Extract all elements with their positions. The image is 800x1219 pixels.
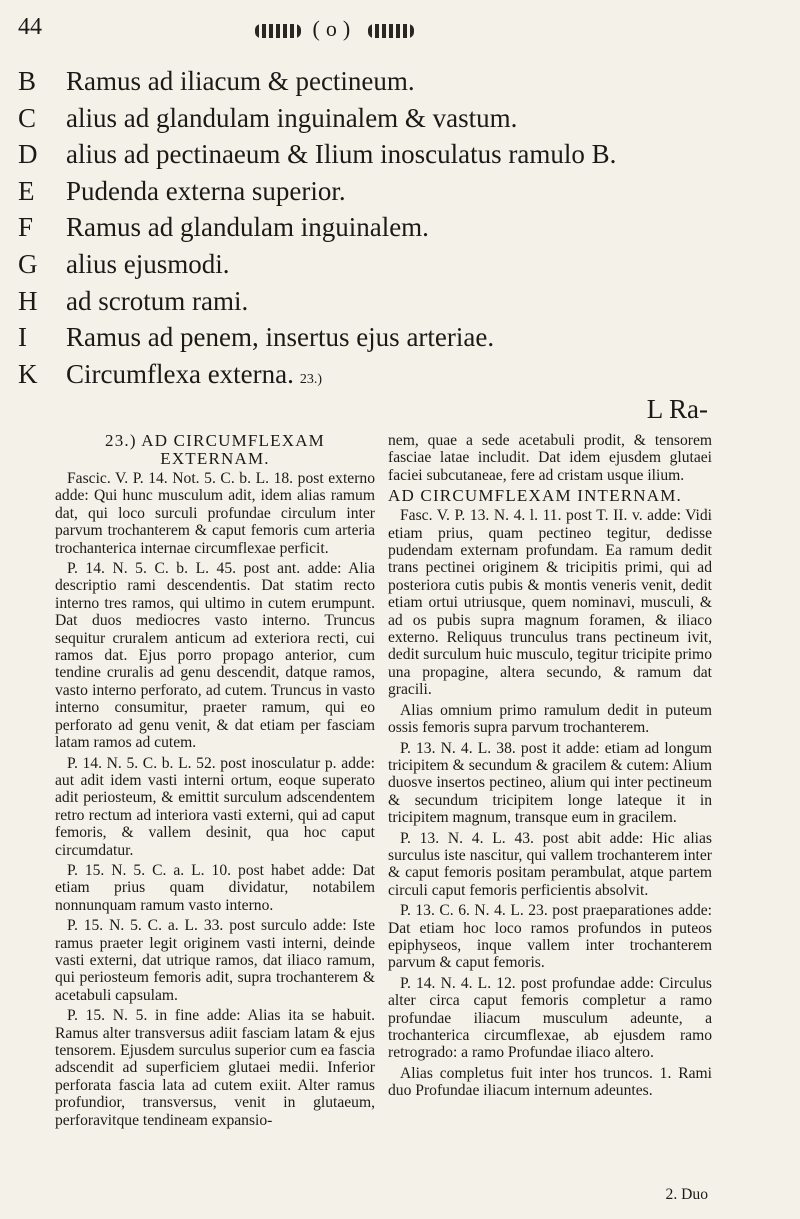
legend-text: alius ejusmodi. (66, 248, 230, 279)
legend-row (18, 212, 778, 249)
legend-text: ad scrotum rami. (66, 285, 249, 316)
legend-row (18, 322, 778, 359)
legend-text: Circumflexa externa. (66, 358, 294, 389)
paragraph: Alias omnium primo ramulum dedit in puteum ossis femoris supra parvum trochanterem. (388, 701, 712, 737)
legend-letter: I (18, 322, 27, 353)
right-heading: AD CIRCUMFLEXAM INTERNAM. (388, 486, 682, 506)
legend-letter: E (18, 175, 35, 206)
legend-row (18, 359, 778, 396)
legend-text: alius ad glandulam inguinalem & vastum. (66, 102, 518, 133)
paragraph: P. 14. N. 4. L. 12. post profundae adde: Circulus alter circa caput femoris completur a ramo profundae iliacum musculum adeunte, a trochanterica circumflexae, ab ejusdem ramo retrogrado: a ramo Profundae iliaco altero. (388, 974, 712, 1062)
legend-row (18, 249, 778, 286)
figure-legend (18, 66, 778, 395)
legend-letter: C (18, 102, 37, 133)
right-column (388, 432, 712, 1103)
page-number: 44 (18, 14, 42, 40)
ornament-left-icon (255, 24, 301, 38)
paragraph: Fascic. V. P. 14. Not. 5. C. b. L. 18. post externo adde: Qui hunc musculum adit, idem alias ramum dat, qui loco surculi profundae circulum inter parvum trochanterem & caput femoris cum arteria trochanterica internae circumflexae perficit. (55, 470, 375, 557)
paragraph: P. 15. N. 5. C. a. L. 33. post surculo adde: Iste ramus praeter legit originem vasti interni, deinde vasti externi, dat utrique ramos, dat iliaco ramum, qui periosteum femoris adit, supra trochanterem & acetabuli capsulam. (55, 917, 375, 1004)
paragraph: P. 14. N. 5. C. b. L. 52. post inosculatur p. adde: aut adit idem vasti interni ortum, eoque superato adit periosteum, & emittit surculum adscendentem retro rectum ad interiora vasti externi, qui ad caput femoris, & vallem desinit, qua hoc caput circumdatur. (55, 754, 375, 859)
header-text: (o) (312, 16, 357, 41)
paragraph: P. 15. N. 5. in fine adde: Alias ita se habuit. Ramus alter transversus adiit fasciam latam & ejus tensorem. Ejusdem surculus superior cum ea fascia adscendit ad superficiem glutaei medii. Inferior perforata fascia lata ad cutem exiit. Alter ramus profundior, transversus, venit in glutaeum, perforavitque tendineam expansio- (55, 1007, 375, 1129)
legend-row (18, 286, 778, 323)
paragraph: nem, quae a sede acetabuli prodit, & tensorem fasciae latae includit. Dat idem ejusdem glutaei faciei subcutaneae, fere ad cristam usque ilium. (388, 432, 712, 484)
paragraph: P. 13. N. 4. L. 43. post abit adde: Hic alias surculus iste nascitur, qui vallem trochanterem inter & caput femoris positam perambulat, atque partem circuli caput femoris perficientis absolvit. (388, 829, 712, 899)
legend-text: alius ad pectinaeum & Ilium inosculatus ramulo B. (66, 139, 617, 170)
legend-letter: K (18, 358, 38, 389)
footnote-ref: 23.) (299, 371, 323, 387)
paragraph: Alias completus fuit inter hos truncos. 1. Rami duo Profundae iliacum internum adeuntes. (388, 1064, 712, 1100)
ornament-right-icon (368, 24, 414, 38)
paragraph: P. 13. C. 6. N. 4. L. 23. post praeparationes adde: Dat etiam hoc loco ramos profundos in puteos epiphyseos, inque vallem inter trochanterem parvum & caput femoris. (388, 902, 712, 972)
running-header (255, 16, 414, 42)
legend-letter: F (18, 212, 34, 243)
left-heading: 23.) AD CIRCUMFLEXAM EXTERNAM. (105, 431, 325, 468)
legend-text: Ramus ad iliacum & pectineum. (66, 66, 415, 96)
legend-row (18, 66, 778, 103)
legend-letter: D (18, 139, 38, 170)
legend-text: Pudenda externa superior. (66, 175, 346, 206)
catchword-bottom: 2. Duo (665, 1186, 708, 1203)
paragraph: Fasc. V. P. 13. N. 4. l. 11. post T. II. v. adde: Vidi etiam prius, quam pectineo tegitur, dedisse pudendam externam profundam. Ea ramum dedit trans pectinei originem & tricipitis primi, qui ad posteriora cutis pubis & montis veneris venit, dedit etiam ortui utriusque, quem nominavi, musculi, & ad os pubis supra magnum foramen, & iliaco externo. Reliquus trunculus trans pectineum ivit, dedit surculum huic musculo, tegitur tricipite primo una propagine, altera secundo, & ramum dat gracili. (388, 507, 712, 699)
catchword-top: L Ra- (646, 394, 708, 424)
legend-row (18, 176, 778, 213)
legend-text: Ramus ad penem, insertus ejus arteriae. (66, 322, 495, 353)
paragraph: P. 14. N. 5. C. b. L. 45. post ant. adde: Alia descriptio rami descendentis. Dat statim recto interno tres ramos, qui ultimo in cutem erumpunt. Dat duos mediocres vasto interno. Truncus sequitur cruralem anticum ad exteriora recti, cui ramos dat. Ejus porro propago anterior, cum tendine cruralis ad genu descendit, datque ramos, vasto interno perforato, ad cutem. Truncus in vasto interno consumitur, praeter ramum, qui eo perforato ad genu venit, & dat etiam per fasciam latam ramos ad cutem. (55, 560, 375, 752)
legend-letter: G (18, 248, 38, 279)
legend-letter: B (18, 66, 37, 96)
paragraph: P. 13. N. 4. L. 38. post it adde: etiam ad longum tricipitem & secundum & gracilem & cutem: Alium duosve insertos pectineo, alium qui inter pectineum & secundum tricipitem longe lateque it in tricipitem magnum, transque eum in gracilem. (388, 739, 712, 827)
legend-text: Ramus ad glandulam inguinalem. (66, 212, 429, 243)
legend-row (18, 103, 778, 140)
left-column (55, 432, 375, 1132)
paragraph: P. 15. N. 5. C. a. L. 10. post habet adde: Dat etiam prius quam dividatur, notabilem nonnunquam ramum vasto interno. (55, 861, 375, 914)
legend-letter: H (18, 285, 38, 316)
legend-row (18, 139, 778, 176)
